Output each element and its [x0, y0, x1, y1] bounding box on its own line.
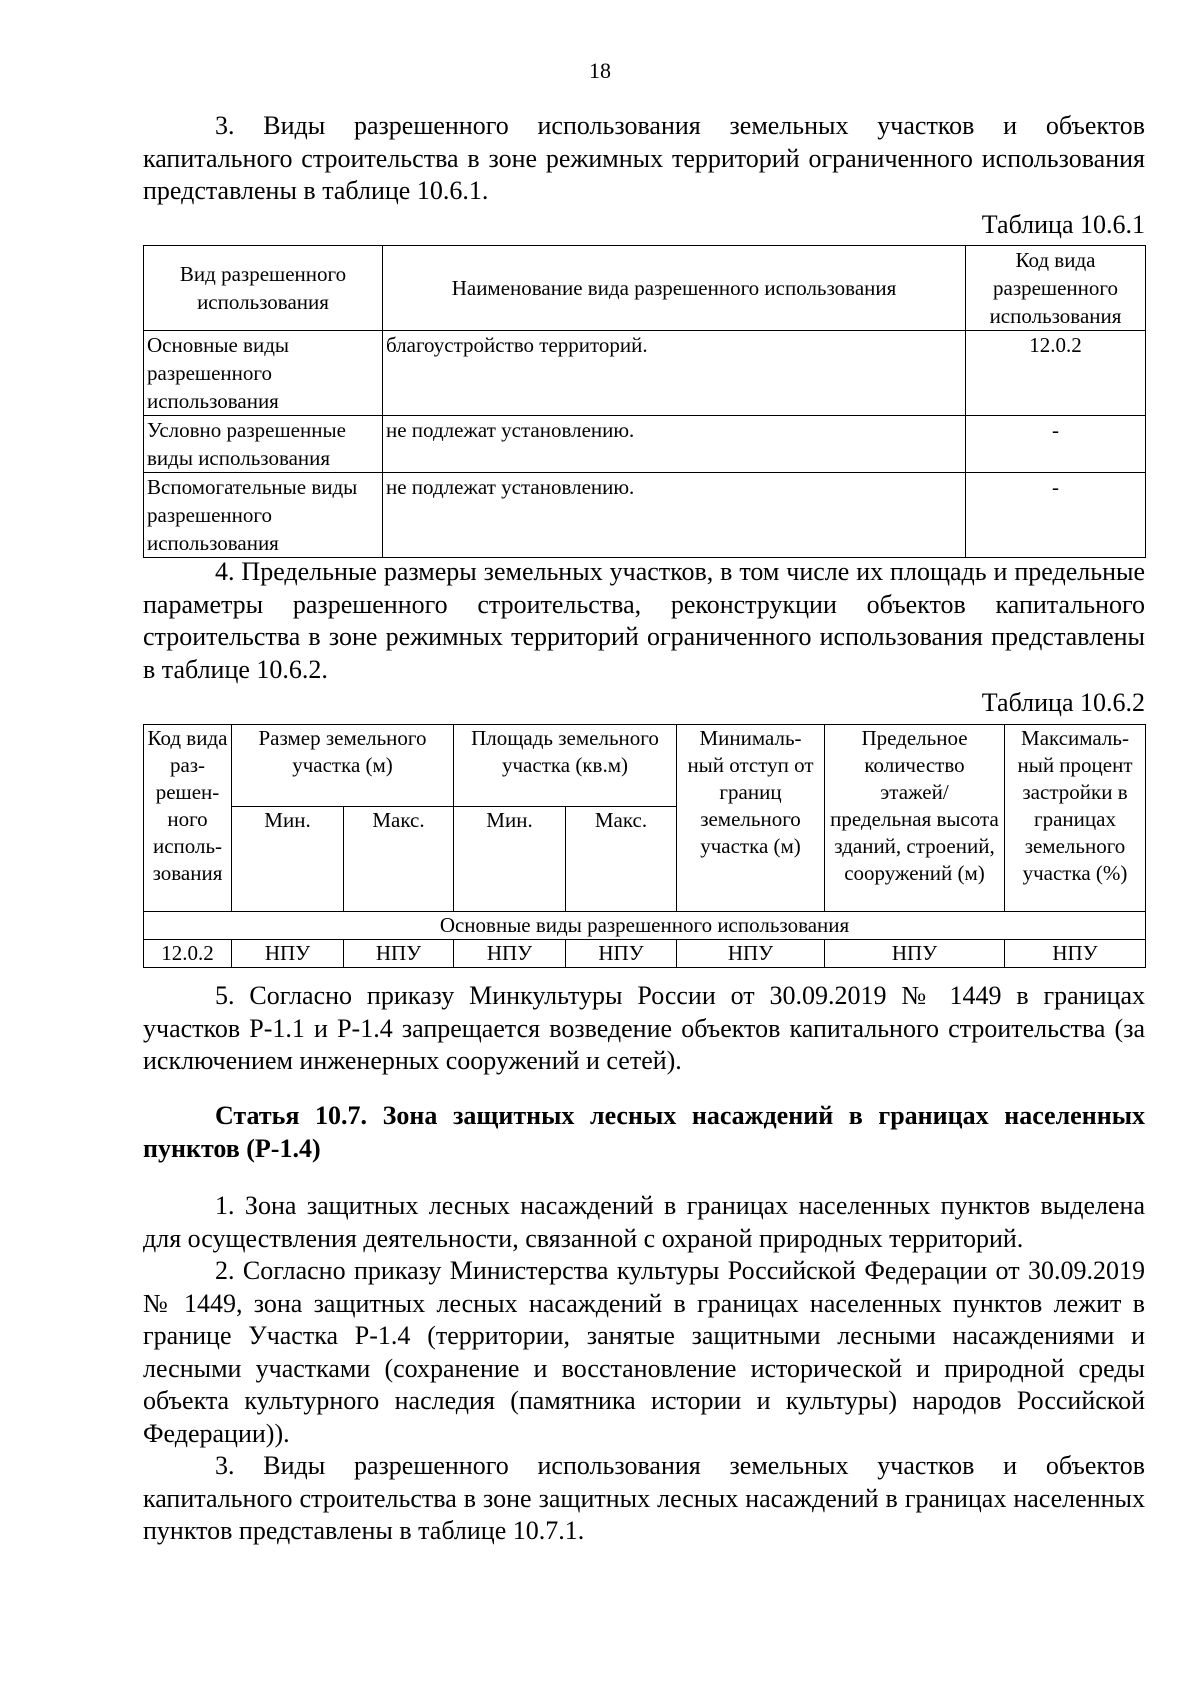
table-10-6-1: [143, 245, 1146, 558]
table-10-6-2: [143, 724, 1146, 968]
table-header-row: [144, 246, 1146, 331]
table-10-6-1-caption: Таблица 10.6.1: [981, 209, 1145, 239]
table-row: [144, 940, 1146, 968]
header-cell: Вид разрешенного использования: [144, 246, 383, 331]
table-row: [144, 331, 1146, 416]
section-cell: Основные виды разрешенного использования: [144, 912, 1146, 940]
article-paragraph-3: 3. Виды разрешенного использования земельных участков и объектов капитального строительства в зоне защитных лесных насаждений в границах населенных пунктов представлены в таблице 10.7.1.: [143, 1451, 1145, 1545]
table-10-6-2-caption: Таблица 10.6.2: [981, 688, 1145, 717]
table-row: [144, 473, 1146, 558]
table-cell: Вспомогательные виды разрешенного использования: [144, 473, 383, 558]
table-cell: НПУ: [344, 940, 454, 968]
table-cell: не подлежат установлению.: [383, 473, 966, 558]
table-cell: НПУ: [454, 940, 566, 968]
article-paragraph-1: 1. Зона защитных лесных насаждений в границах населенных пунктов выделена для осуществления деятельности, связанной с охраной природных территорий.: [143, 1191, 1145, 1253]
table-cell: Основные виды разрешенного использования: [144, 331, 383, 416]
table-cell: НПУ: [1005, 940, 1146, 968]
paragraph-3: 3. Виды разрешенного использования земельных участков и объектов капитального строительства в зоне режимных территорий ограниченного использования представлены в таблице 10.6.1.: [143, 111, 1145, 205]
table-cell: -: [966, 416, 1146, 473]
table-section-row: [144, 912, 1146, 940]
header-cell: Макс.: [344, 807, 454, 912]
table-cell: НПУ: [677, 940, 825, 968]
header-cell: Размер земельного участка (м): [232, 725, 454, 807]
header-cell: Максималь- ный процент застройки в границах земельного участка (%): [1005, 725, 1146, 912]
table-cell: 12.0.2: [144, 940, 232, 968]
article-heading: Статья 10.7. Зона защитных лесных насаждений в границах населенных пунктов (Р-1.4): [143, 1101, 1145, 1163]
page-number: 18: [589, 58, 611, 83]
header-cell: Код вида разрешенного использования: [966, 246, 1146, 331]
paragraph-5: 5. Согласно приказу Минкультуры России от 30.09.2019 № 1449 в границах участков Р-1.1 и Р-1.4 запрещается возведение объектов капитального строительства (за исключением инженерных сооружений и сетей).: [143, 981, 1145, 1075]
table-cell: благоустройство территорий.: [383, 331, 966, 416]
table-cell: -: [966, 473, 1146, 558]
header-cell: Площадь земельного участка (кв.м): [454, 725, 677, 807]
table-cell: НПУ: [825, 940, 1005, 968]
table-cell: не подлежат установлению.: [383, 416, 966, 473]
header-cell: Код вида раз- решен- ного исполь- зования: [144, 725, 232, 912]
header-cell: Минималь- ный отступ от границ земельного участка (м): [677, 725, 825, 912]
table-cell: Условно разрешенные виды использования: [144, 416, 383, 473]
header-cell: Мин.: [454, 807, 566, 912]
paragraph-4: 4. Предельные размеры земельных участков, в том числе их площадь и предельные параметры разрешенного строительства, реконструкции объектов капитального строительства в зоне режимных территорий ограниченного использования представлены в таблице 10.6.2.: [143, 557, 1145, 684]
table-row: [144, 416, 1146, 473]
header-cell: Предельное количество этажей/ предельная высота зданий, строений, сооружений (м): [825, 725, 1005, 912]
table-cell: 12.0.2: [966, 331, 1146, 416]
table-cell: НПУ: [232, 940, 344, 968]
table-cell: НПУ: [566, 940, 677, 968]
header-cell: Наименование вида разрешенного использования: [383, 246, 966, 331]
article-paragraph-2: 2. Согласно приказу Министерства культуры Российской Федерации от 30.09.2019 № 1449, зона защитных лесных насаждений в границах населенных пунктов лежит в границе Участка Р-1.4 (территории, занятые защитными лесными насаждениями и лесными участками (сохранение и восстановление исторической и природной среды объекта культурного наследия (памятника истории и культуры) народов Российской Федерации)).: [143, 1256, 1145, 1448]
header-cell: Макс.: [566, 807, 677, 912]
table-header-row: [144, 725, 1146, 807]
header-cell: Мин.: [232, 807, 344, 912]
